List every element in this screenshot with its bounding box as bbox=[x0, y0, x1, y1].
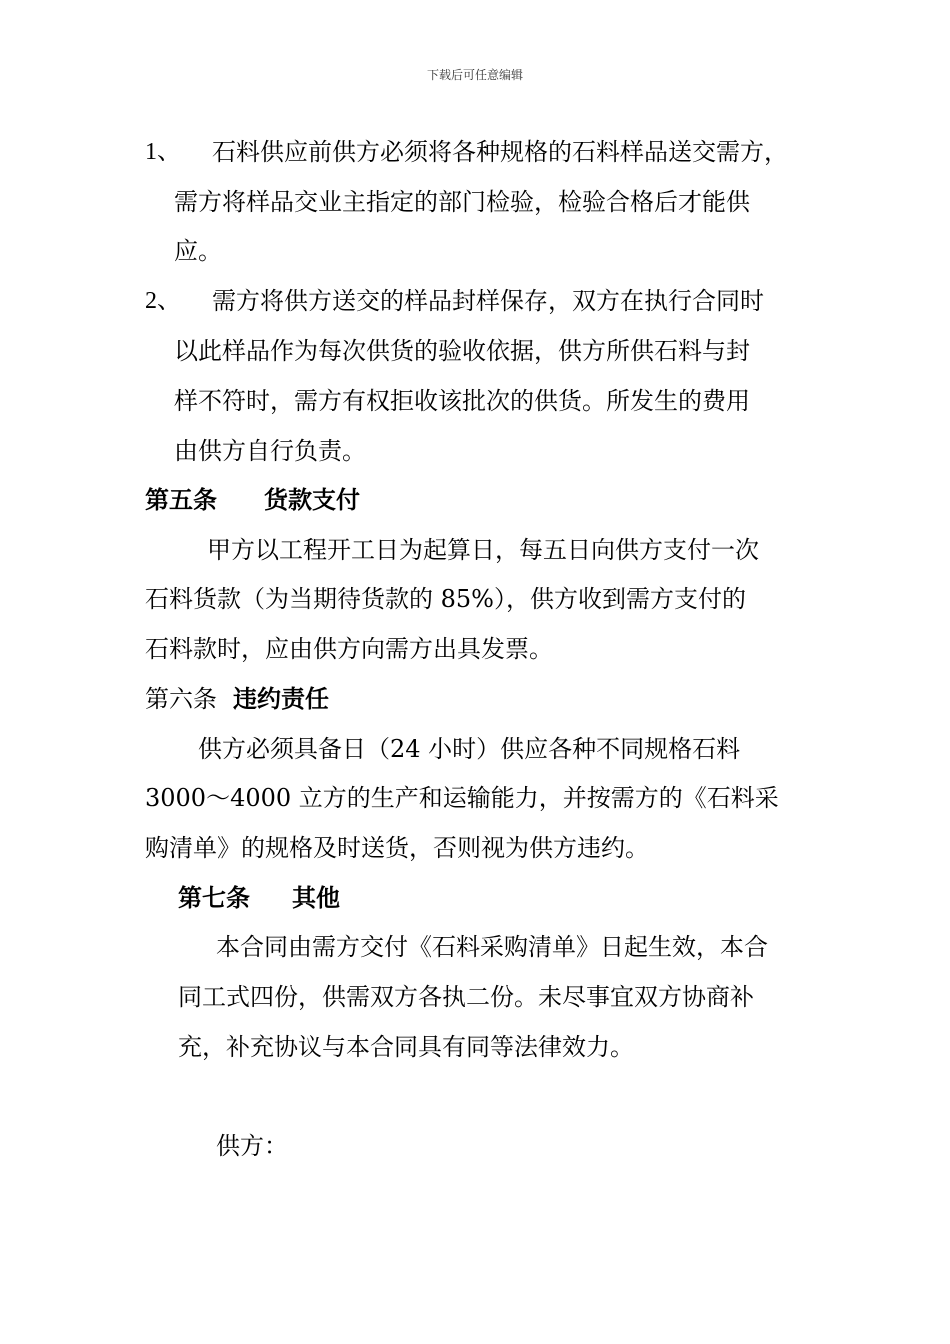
article5-label: 第五条 bbox=[145, 485, 217, 514]
article7-text-line: 同工式四份，供需双方各执二份。未尽事宜双方协商补 bbox=[178, 983, 754, 1011]
item-number: 1、 bbox=[145, 139, 181, 165]
article5-text-line: 石料款时，应由供方向需方出具发票。 bbox=[145, 635, 553, 663]
item-number: 2、 bbox=[145, 288, 181, 314]
article5-title: 货款支付 bbox=[264, 485, 360, 514]
page-header: 下载后可任意编辑 bbox=[426, 68, 523, 82]
article6-text-line: 供方必须具备日（24 小时）供应各种不同规格石料 bbox=[198, 735, 741, 763]
item-text-line: 以此样品作为每次供货的验收依据，供方所供石料与封 bbox=[174, 337, 750, 365]
article6-text-line: 购清单》的规格及时送货，否则视为供方违约。 bbox=[145, 834, 649, 862]
item-text-line: 由供方自行负责。 bbox=[174, 437, 366, 465]
item-text-line: 需方将样品交业主指定的部门检验，检验合格后才能供 bbox=[174, 188, 750, 216]
signature-supplier: 供方： bbox=[216, 1132, 288, 1160]
article7-label: 第七条 bbox=[178, 883, 250, 912]
item-text-line: 样不符时，需方有权拒收该批次的供货。所发生的费用 bbox=[174, 387, 750, 415]
article7-text-line: 充，补充协议与本合同具有同等法律效力。 bbox=[178, 1033, 634, 1061]
item-text-line: 应。 bbox=[174, 237, 222, 265]
article7-title: 其他 bbox=[292, 883, 340, 912]
article6-title: 违约责任 bbox=[233, 684, 329, 713]
item-text-line: 需方将供方送交的样品封样保存，双方在执行合同时 bbox=[212, 287, 764, 315]
article6-label: 第六条 bbox=[145, 685, 217, 713]
article7-text-line: 本合同由需方交付《石料采购清单》日起生效，本合 bbox=[216, 933, 768, 961]
article6-text-line: 3000～4000 立方的生产和运输能力，并按需方的《石料采 bbox=[145, 784, 779, 812]
item-text-line: 石料供应前供方必须将各种规格的石料样品送交需方， bbox=[212, 138, 788, 166]
article5-text-line: 甲方以工程开工日为起算日，每五日向供方支付一次 bbox=[207, 536, 759, 564]
article5-text-line: 石料货款（为当期待货款的 85%），供方收到需方支付的 bbox=[145, 585, 746, 613]
